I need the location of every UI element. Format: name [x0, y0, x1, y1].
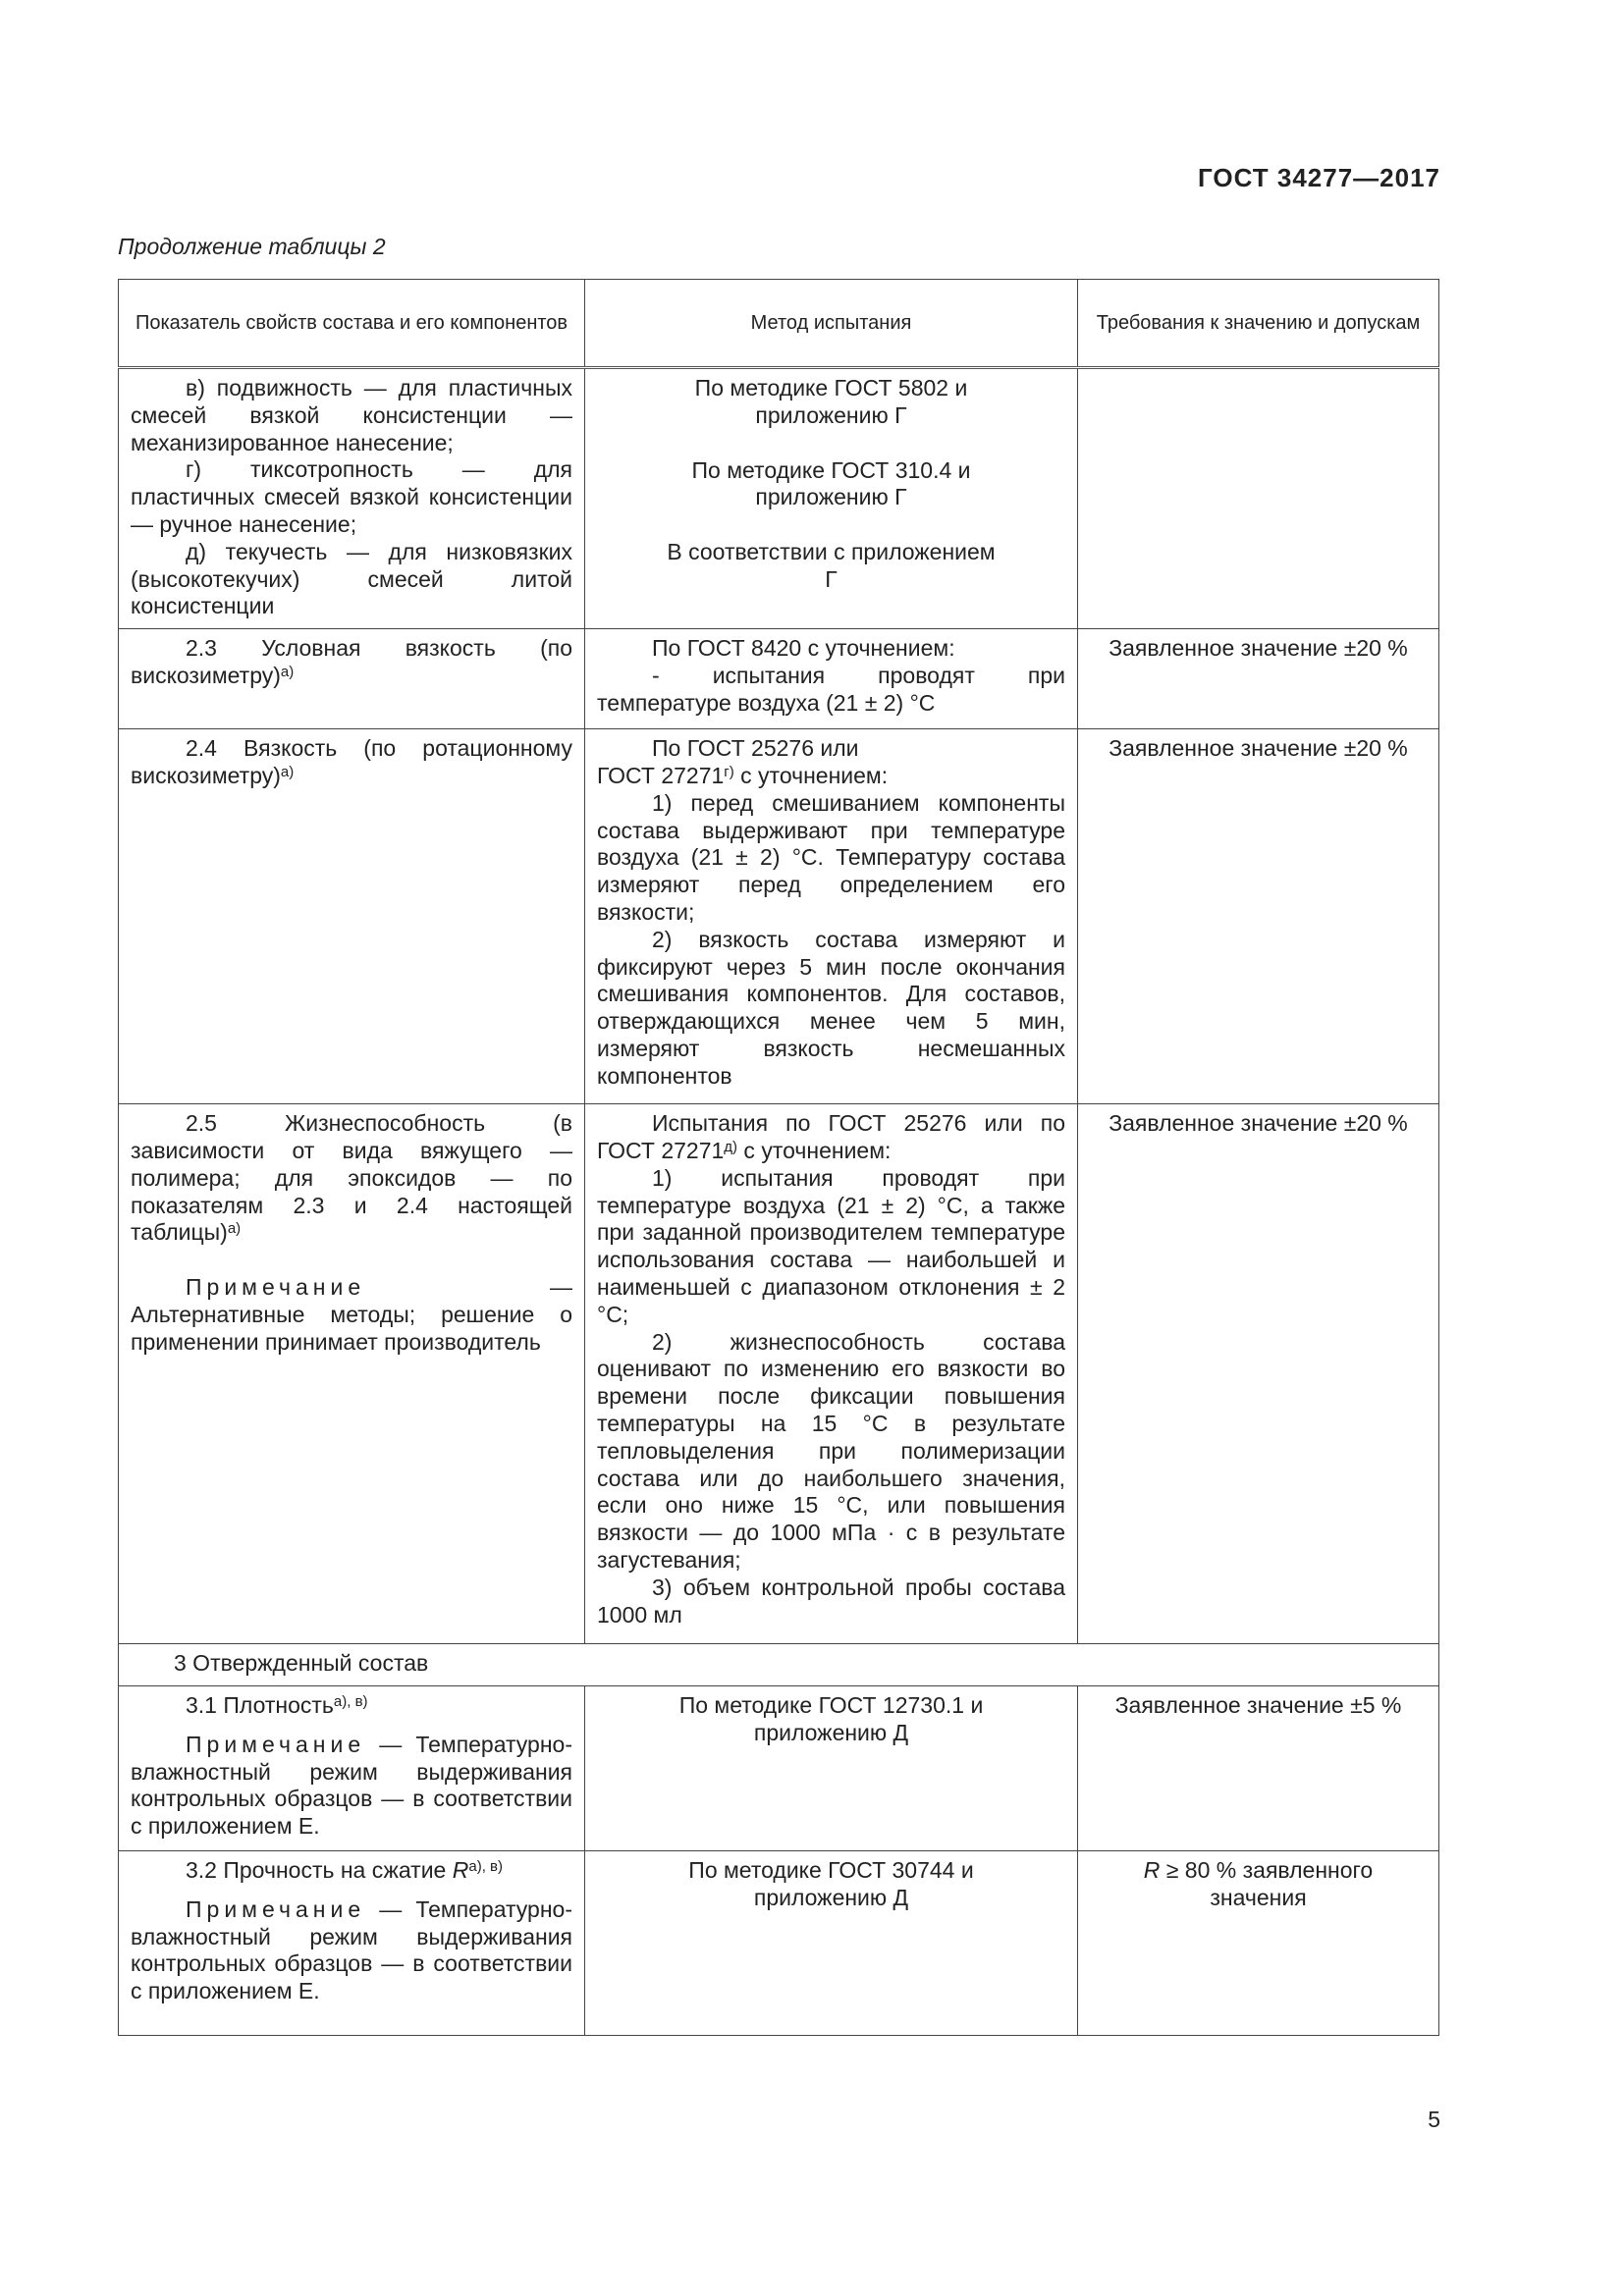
method-2-4-item1: 1) перед смешиванием компоненты состава выдерживают при температуре воздуха (21 ± 2) °С. Температуру состава измеряют перед определением его вязкости;	[597, 789, 1065, 925]
column-header-property: Показатель свойств состава и его компонентов	[119, 280, 585, 368]
property-2-3: 2.3 Условная вязкость (по вискозиметру)	[131, 635, 572, 688]
table-caption: Продолжение таблицы 2	[118, 234, 386, 259]
table-row	[119, 368, 1439, 629]
footnote-ref: а)	[227, 1220, 242, 1238]
footnote-ref: а)	[280, 663, 295, 680]
requirement-3-1: Заявленное значение ±5 %	[1078, 1685, 1439, 1850]
note-label: Примечание	[186, 1731, 366, 1757]
property-cell: 3.2 Прочность на сжатие $R^{а), в)}$ Примечание — Температурно-влажностный режим выдерживания контрольных образцов — в соответствии с приложением Е.	[119, 1850, 585, 2035]
column-header-method: Метод испытания	[585, 280, 1078, 368]
method-3-2: По методике ГОСТ 30744 и приложению Д	[585, 1850, 1078, 2035]
method-cell: Испытания по ГОСТ 25276 или по ГОСТ $27271^{д)}$ с уточнением: 1) испытания проводят при температуре воздуха (21 ± 2) °С, а также при заданной производителем температуре использования состава — наибольшей и наименьшей с диапазоном отклонения ± 2 °С; 2) жизнеспособность состава оценивают по изменению его вязкости во времени после фиксации повышения температуры на 15 °С в результате тепловыделения при полимеризации состава или до наибольшего значения, если оно ниже 15 °С, или повышения вязкости — до 1000 мПа · с в результате загустевания; 3) объем контрольной пробы состава 1000 мл	[585, 1104, 1078, 1644]
method-cell	[585, 629, 1078, 729]
requirements-table	[118, 279, 1439, 2036]
property-cell	[119, 729, 585, 1104]
method-3-1: По методике ГОСТ 12730.1 и приложению Д	[585, 1685, 1078, 1850]
note-2-5: Примечание — Альтернативные методы; решение о применении принимает производитель	[131, 1274, 572, 1355]
column-header-requirements: Требования к значению и допускам	[1078, 280, 1439, 368]
note-3-1: Примечание — Температурно-влажностный режим выдерживания контрольных образцов — в соответствии с приложением Е.	[131, 1731, 572, 1840]
property-cell	[119, 1104, 585, 1644]
method-2-5-item1: 1) испытания проводят при температуре воздуха (21 ± 2) °С, а также при заданной производителем температуре использования состава — наибольшей и наименьшей с диапазоном отклонения ± 2 °С;	[597, 1164, 1065, 1327]
table-row	[119, 1104, 1439, 1644]
note-label: Примечание	[186, 1274, 366, 1301]
method-2-4-line1: По ГОСТ 25276 или	[652, 735, 859, 762]
method-2-4-item2: 2) вязкость состава измеряют и фиксируют через 5 мин после окончания смешивания компонентов. Для составов, отверждающихся менее чем 5 мин, измеряют вязкость несмешанных компонентов	[597, 926, 1065, 1089]
table-row	[119, 729, 1439, 1104]
page-number: 5	[1428, 2107, 1440, 2132]
property-2-5: 2.5 Жизнеспособность (в зависимости от вида вяжущего — полимера; для эпоксидов — по показателям 2.3 и 2.4 настоящей таблицы)	[131, 1110, 572, 1246]
method-cell: По ГОСТ 25276 или ГОСТ $27271^{г)}$ с уточнением: 1) перед смешиванием компоненты состава выдерживают при температуре воздуха (21 ± 2) °С. Температуру состава измеряют перед определением его вязкости; 2) вязкость состава измеряют и фиксируют через 5 мин после окончания смешивания компонентов. Для составов, отверждающихся менее чем 5 мин, измеряют вязкость несмешанных компонентов	[585, 729, 1078, 1104]
method-2-5-item2: 2) жизнеспособность состава оценивают по изменению его вязкости во времени после фиксации повышения температуры на 15 °С в результате тепловыделения при полимеризации состава или до наибольшего значения, если оно ниже 15 °С, или повышения вязкости — до 1000 мПа · с в результате загустевания;	[597, 1328, 1065, 1573]
footnote-ref: а), в)	[468, 1857, 503, 1875]
property-d: д) текучесть — для низковязких (высокотекучих) смесей литой консистенции	[131, 538, 572, 619]
property-v: в) подвижность — для пластичных смесей вязкой консистенции — механизированное нанесение;	[131, 375, 572, 455]
footnote-ref: а), в)	[333, 1692, 368, 1710]
requirement-2-5: Заявленное значение ±20 %	[1078, 1104, 1439, 1644]
method-d: В соответствии с приложением Г	[667, 539, 996, 592]
method-v: По методике ГОСТ 5802 и приложению Г	[694, 375, 968, 428]
table-row	[119, 1685, 1439, 1850]
method-g: По методике ГОСТ 310.4 и приложению Г	[691, 456, 971, 510]
requirement-2-4: Заявленное значение ±20 %	[1078, 729, 1439, 1104]
section-row	[119, 1644, 1439, 1686]
property-3-1: 3.1 Плотность	[186, 1691, 334, 1718]
property-cell	[119, 629, 585, 729]
property-2-4: 2.4 Вязкость (по ротационному вискозиметру)	[131, 735, 572, 788]
method-2-5-line1: Испытания по ГОСТ 25276 или по ГОСТ 27271	[597, 1110, 1065, 1163]
footnote-ref: а)	[280, 763, 295, 780]
property-g: г) тиксотропность — для пластичных смесей вязкой консистенции — ручное нанесение;	[131, 456, 572, 537]
requirement-3-2: R ≥ 80 % заявленного значения	[1078, 1850, 1439, 2035]
method-cell	[585, 368, 1078, 629]
table-row	[119, 629, 1439, 729]
note-label: Примечание	[186, 1896, 366, 1922]
note-3-2: Примечание — Температурно-влажностный режим выдерживания контрольных образцов — в соответствии с приложением Е.	[131, 1896, 572, 2004]
method-2-4-line2: ГОСТ 27271	[597, 762, 725, 788]
property-3-2: 3.2 Прочность на сжатие	[186, 1856, 453, 1883]
method-2-3-line2: - испытания проводят при температуре воздуха (21 ± 2) °С	[597, 662, 1065, 716]
document-id: ГОСТ 34277—2017	[1198, 163, 1440, 192]
property-cell	[119, 1685, 585, 1850]
footnote-ref: г)	[724, 763, 734, 780]
footnote-ref: д)	[724, 1138, 738, 1155]
property-cell	[119, 368, 585, 629]
table-row	[119, 1850, 1439, 2035]
method-2-3-line1: По ГОСТ 8420 с уточнением:	[652, 635, 955, 662]
requirement-cell	[1078, 368, 1439, 629]
section-title: 3 Отвержденный состав	[119, 1644, 1439, 1686]
table-header-row	[119, 280, 1439, 368]
requirement-2-3: Заявленное значение ±20 %	[1078, 629, 1439, 729]
method-2-5-item3: 3) объем контрольной пробы состава 1000 мл	[597, 1574, 1065, 1628]
